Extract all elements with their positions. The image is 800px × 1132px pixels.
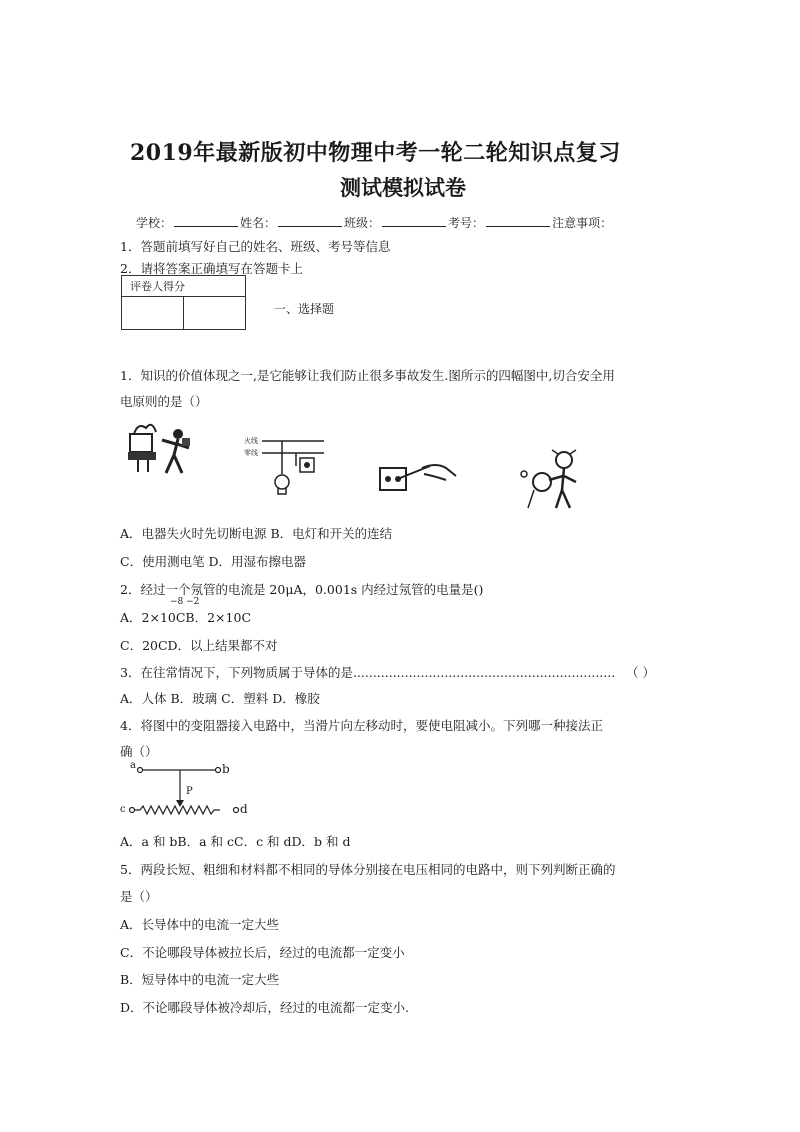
terminal-d-label: d [240, 802, 248, 816]
q5-option: D．不论哪段导体被冷却后，经过的电流都一定变小. [120, 1000, 409, 1015]
q5-option: B．短导体中的电流一定大些 [120, 972, 280, 987]
score-cell-grader[interactable] [122, 297, 184, 330]
name-label: 姓名： [240, 216, 277, 230]
slider-p-label: P [186, 786, 193, 797]
exam-no-label: 考号： [448, 216, 485, 230]
live-wire-label: 火线 [244, 437, 258, 445]
q4-stem-line2: 确（） [120, 744, 158, 759]
score-cell-score[interactable] [184, 297, 246, 330]
rheostat-figure [118, 760, 248, 822]
q3-stem: 3．在往常情况下，下列物质属于导体的是.................................................................. [120, 665, 616, 680]
instruction-1: 1．答题前填写好自己的姓名、班级、考号等信息 [120, 239, 391, 254]
q1-options-line1: A．电器失火时先切断电源 B．电灯和开关的连结 [120, 526, 393, 541]
class-label: 班级： [344, 216, 381, 230]
exam-no-blank[interactable] [486, 214, 550, 227]
school-blank[interactable] [174, 214, 238, 227]
terminal-c-label: c [120, 804, 126, 815]
name-blank[interactable] [278, 214, 342, 227]
student-info-fields [136, 214, 612, 231]
q4-stem-line1: 4．将图中的变阻器接入电路中，当滑片向左移动时，要使电阻减小。下列哪一种接法正 [120, 718, 603, 733]
q1-options-line2: C．使用测电笔 D．用湿布擦电器 [120, 554, 307, 569]
q1-stem-line1: 1．知识的价值体现之一,是它能够让我们防止很多事故发生.图所示的四幅图中,切合安全用 [120, 368, 615, 383]
page-title: 2019年最新版初中物理中考一轮二轮知识点复习 [130, 140, 621, 166]
score-table-header: 评卷人得分 [122, 276, 246, 297]
terminal-a-label: a [130, 760, 136, 771]
section-heading: 一、选择题 [274, 302, 335, 316]
q5-option: A．长导体中的电流一定大些 [120, 917, 280, 932]
q3-options: A．人体 B．玻璃 C．塑料 D．橡胶 [120, 691, 320, 706]
score-table [121, 275, 246, 330]
q2-options-line1: A．2×10CB．2×10C [120, 610, 252, 625]
page-subtitle: 测试模拟试卷 [340, 175, 466, 200]
class-blank[interactable] [382, 214, 446, 227]
q2-exponents: −8 −2 [170, 597, 200, 607]
wet-cloth-figure [516, 448, 586, 512]
q2-stem: 2．经过一个氖管的电流是 20μA，0.001s 内经过氖管的电量是() [120, 582, 484, 597]
school-label: 学校： [136, 216, 173, 230]
q2-options-line2: C．20CD．以上结果都不对 [120, 638, 278, 653]
q1-stem-line2: 电原则的是（） [120, 394, 208, 409]
lamp-switch-figure [244, 436, 324, 506]
q5-option: C．不论哪段导体被拉长后，经过的电流都一定变小 [120, 945, 405, 960]
q3-answer-paren: （ ） [626, 665, 655, 680]
fire-appliance-figure [124, 420, 200, 482]
instruction-2: 2．请将答案正确填写在答题卡上 [120, 261, 303, 276]
q5-stem-line1: 5．两段长短、粗细和材料都不相同的导体分别接在电压相同的电路中，则下列判断正确的 [120, 862, 616, 877]
notes-label: 注意事项： [552, 216, 613, 230]
q4-options: A．a 和 bB．a 和 cC．c 和 dD．b 和 d [120, 834, 351, 849]
terminal-b-label: b [222, 762, 230, 776]
test-pen-figure [378, 458, 458, 494]
neutral-wire-label: 零线 [244, 449, 258, 457]
q5-stem-line2: 是（） [120, 889, 158, 904]
lamp-switch-circuit [244, 436, 324, 506]
